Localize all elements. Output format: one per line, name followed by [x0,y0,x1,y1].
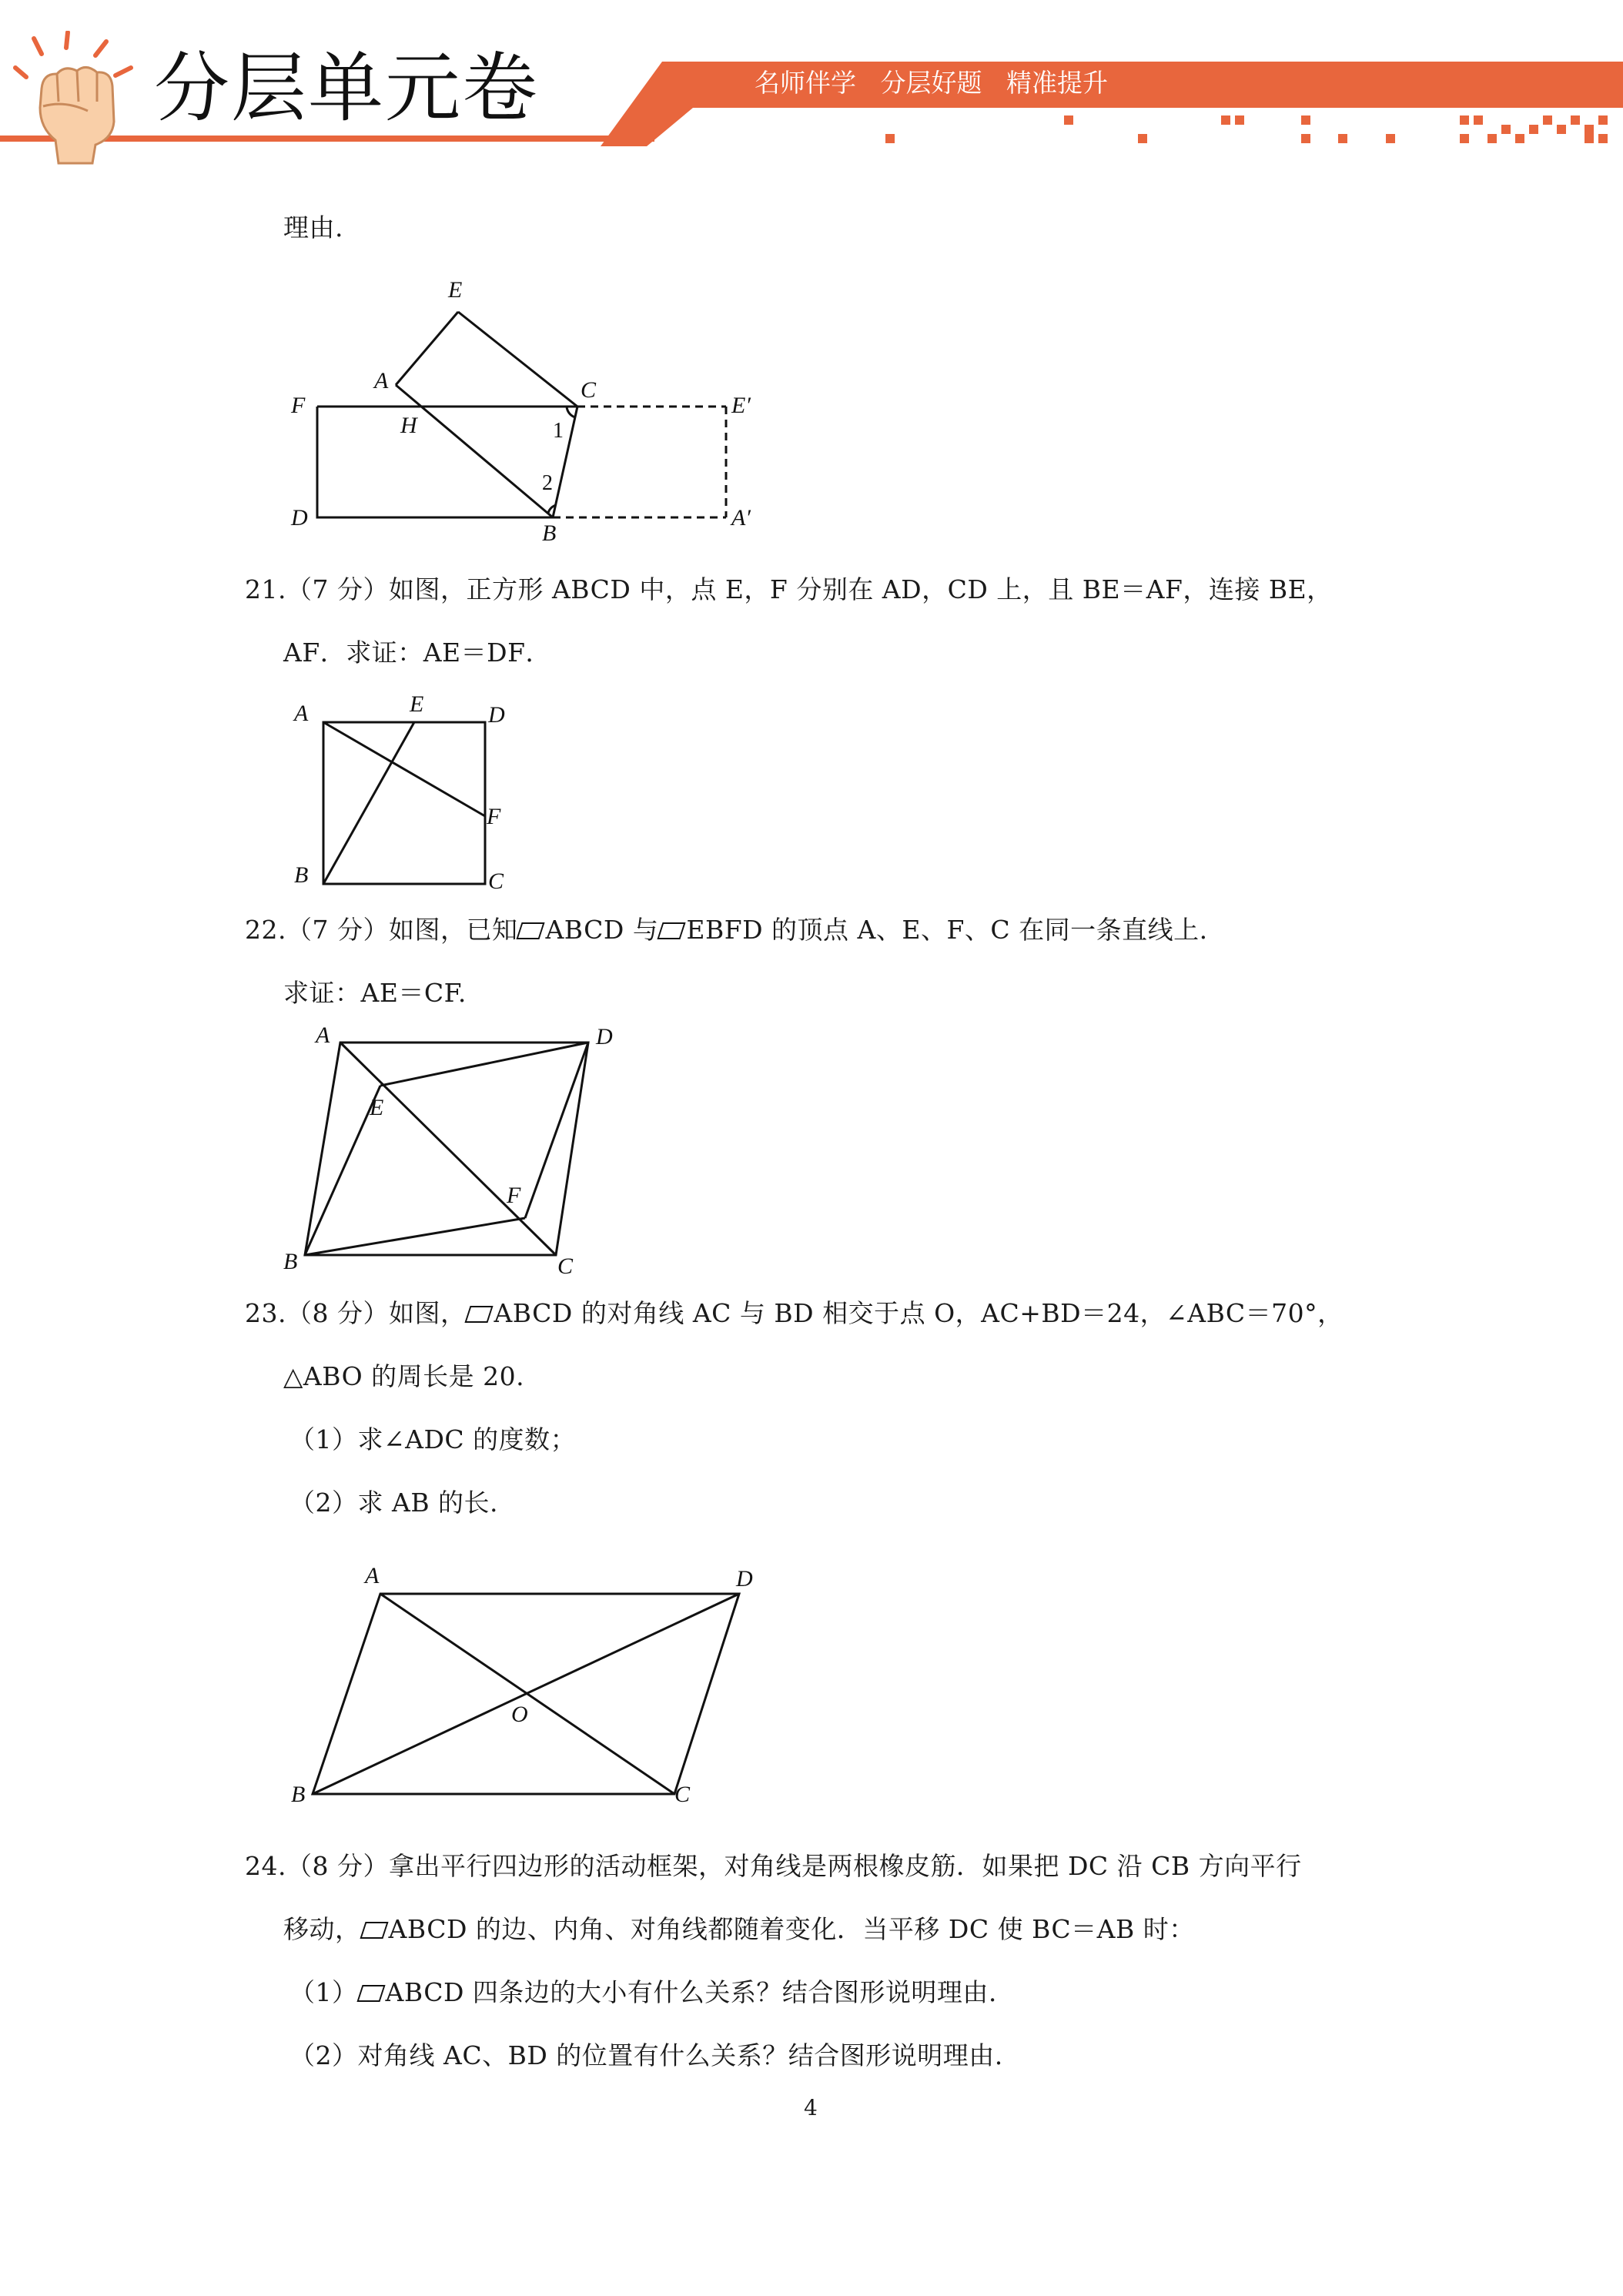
q24-sub1-a: （1） [289,1977,358,2007]
q21-figure [285,685,531,909]
q23-sub1: （1）求∠ADC 的度数； [289,1424,577,1454]
q20-angle-1: 1 [553,419,564,443]
q22-label-C: C [557,1253,574,1278]
header [0,0,1623,162]
slogan: 名师伴学 分层好题 精准提升 [755,68,1108,98]
q22-text-b: ABCD 与 [545,915,659,945]
q20-label-Aprime: A′ [731,505,751,530]
q23-line1 [245,1297,1344,1330]
q21-label-D: D [488,702,505,728]
q24-sub1-b: ABCD 四条边的大小有什么关系？结合图形说明理由. [385,1977,997,2007]
q20-label-B: B [542,520,557,546]
parallelogram-symbol-icon [517,922,545,939]
q23-label-A: A [365,1563,380,1588]
q20-label-H: H [400,413,417,438]
q22-label-D: D [596,1024,613,1049]
q24-sub2: （2）对角线 AC、BD 的位置有什么关系？结合图形说明理由. [289,2040,1003,2070]
q22-text-c: EBFD 的顶点 A、E、F、C 在同一条直线上. [686,915,1208,945]
header-dots [885,115,1608,143]
q20-angle-2: 2 [542,471,553,495]
q23-label-D: D [736,1566,753,1591]
q22-line1 [245,913,1208,947]
q22-figure [277,1024,631,1278]
q24-line1: 24.（8 分）拿出平行四边形的活动框架，对角线是两根橡皮筋．如果把 DC 沿 CB 方向平行 [245,1851,1302,1881]
parallelogram-symbol-icon [356,1985,385,2002]
q23-sub2: （2）求 AB 的长. [289,1488,499,1518]
parallelogram-symbol-icon [658,922,686,939]
q20-label-C: C [581,377,597,403]
q24-text-a: 移动， [283,1914,361,1944]
q21-label-E: E [410,691,424,717]
q23-line2: △ABO 的周长是 20. [283,1361,525,1391]
q22-line2: 求证：AE＝CF. [283,978,467,1008]
q20-tail-text: 理由. [283,213,343,243]
q22-label-F: F [507,1183,521,1208]
q21-label-F: F [487,804,501,829]
q23-text-b: ABCD 的对角线 AC 与 BD 相交于点 O，AC+BD＝24，∠ABC＝70°， [494,1298,1344,1328]
q23-figure [285,1555,778,1825]
q23-label-B: B [291,1782,306,1807]
q21-line2: AF．求证：AE＝DF． [283,638,552,668]
q20-figure [285,262,778,554]
parallelogram-symbol-icon [360,1922,388,1939]
page-number: 4 [804,2095,818,2120]
q21-label-C: C [488,869,504,894]
q20-label-Eprime: E′ [731,393,751,418]
q24-sub1 [289,1976,997,2010]
q22-label-E: E [370,1095,384,1120]
q23-label-O: O [511,1702,528,1727]
q22-label-B: B [283,1249,298,1274]
q20-label-A: A [374,368,389,393]
q21-line1: 21.（7 分）如图，正方形 ABCD 中，点 E，F 分别在 AD，CD 上，且 BE＝AF，连接 BE， [245,574,1333,604]
fist-icon [11,31,142,169]
q22-text-a: 22.（7 分）如图，已知 [245,915,518,945]
q20-label-D: D [291,505,308,530]
brand-title: 分层单元卷 [154,45,540,132]
q24-line2 [283,1913,1195,1946]
q21-label-B: B [294,862,309,888]
q20-label-F: F [291,393,306,418]
q24-text-b: ABCD 的边、内角、对角线都随着变化．当平移 DC 使 BC＝AB 时： [388,1914,1195,1944]
parallelogram-symbol-icon [465,1306,494,1323]
q20-label-E: E [448,277,463,303]
q23-label-C: C [674,1782,691,1807]
q22-label-A: A [316,1024,330,1048]
q21-label-A: A [294,701,309,726]
q23-text-a: 23.（8 分）如图， [245,1298,467,1328]
